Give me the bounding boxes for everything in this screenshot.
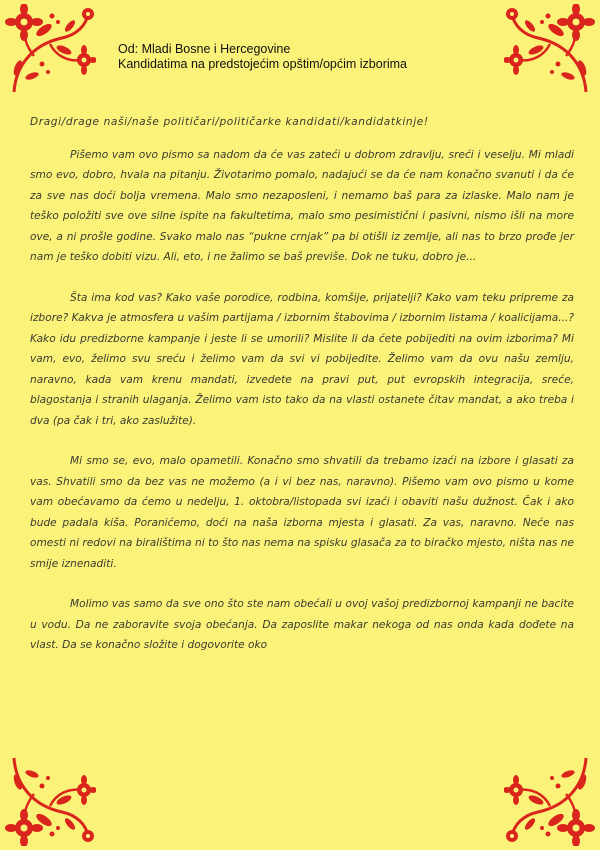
letter-header xyxy=(118,42,407,72)
letter-paragraph-2: Šta ima kod vas? Kako vaše porodice, rodbina, komšije, prijatelji? Kako vam teku pripreme za izbore? Kakva je atmosfera u vašim partijama / izbornim štabovima / izbornim listama / koalicijama...? Kako idu predizborne kampanje i jeste li se umorili? Mislite li da ćete pobijediti na ovim izborima? Mi vam, evo, želimo svu sreću i želimo vam da svi vi pobijedite. Želimo vam da ovu našu zemlju, naravno, kada vam krenu mandati, izvedete na pravi put, put evropskih integracija, sreće, blagostanja i stranih ulaganja. Želimo vam isto tako da na vlasti ostanete čitav mandat, a ako treba i dva (pa čak i tri, ako zaslužite). xyxy=(30,291,574,427)
recipient-line: Kandidatima na predstojećim opštim/općim izborima xyxy=(118,57,408,71)
floral-ornament-top-right-icon xyxy=(504,4,596,96)
sender-line: Od: Mladi Bosne i Hercegovine xyxy=(118,42,291,56)
floral-ornament-top-left-icon xyxy=(4,4,96,96)
letter-paragraph-3: Mi smo se, evo, malo opametili. Konačno smo shvatili da trebamo izaći na izbore i glasati za vas. Shvatili smo da bez vas ne možemo (a i vi bez nas, naravno). Pišemo vam ovo pismo u kome vam obećavamo da ćemo u nedelju, 1. oktobra/listopada svi izaći i obaviti našu dužnost. Čak i ako bude padala kiša. Poranićemo, doći na naša izborna mjesta i glasati. Za vas, naravno. Neće nas omesti ni redovi na biralištima ni to što nas nema na spisku glasača za to biračko mjesto, ništa nas ne smije iznenaditi. xyxy=(30,455,574,570)
floral-ornament-bottom-right-icon xyxy=(504,754,596,846)
letter-greeting: Dragi/drage naši/naše političari/političarke kandidati/kandidatkinje! xyxy=(30,116,429,128)
floral-ornament-bottom-left-icon xyxy=(4,754,96,846)
letter-paragraph-4: Molimo vas samo da sve ono što ste nam obećali u ovoj vašoj predizbornoj kampanji ne bacite u vodu. Da ne zaboravite svoja obećanja. Da zaposlite makar nekoga od nas onda kada dođete na vlast. Da se konačno složite i dogovorite oko xyxy=(30,598,574,651)
letter-paragraph-1: Pišemo vam ovo pismo sa nadom da će vas zateći u dobrom zdravlju, sreći i veselju. Mi mladi smo evo, dobro, hvala na pitanju. Životarimo pomalo, nadajući se da će nam konačno svanuti i da će za sve nas doći bolja vremena. Malo smo nezaposleni, i nemamo baš para za izlaske. Malo nam je teško položiti sve ove silne ispite na fakultetima, malo smo pesimistični i pasivni, nismo išli na more ove, a ni prošle godine. Svako malo nas “pukne crnjak” pa bi otišli iz zemlje, ali nas to brzo prođe jer nam je teško dobiti vizu. Ali, eto, i ne žalimo se baš previše. Dok ne tuku, dobro je... xyxy=(30,148,574,263)
letter-body xyxy=(30,112,574,676)
